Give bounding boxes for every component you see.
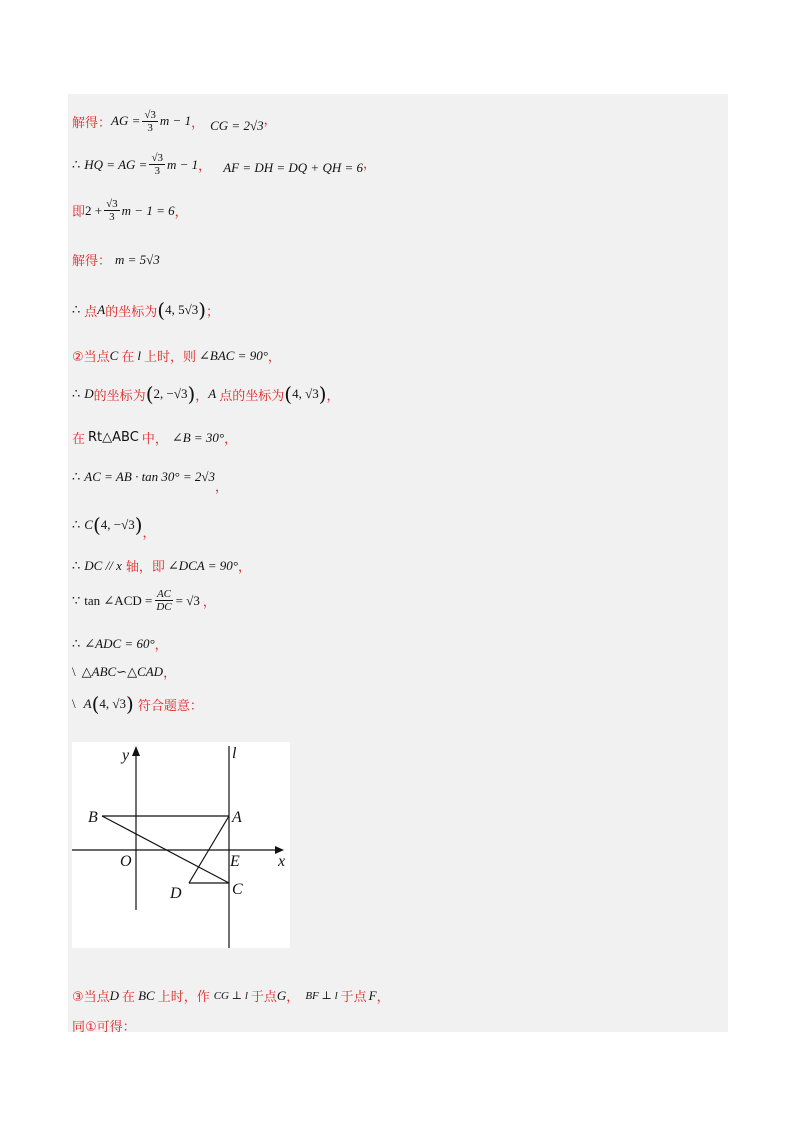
label-a: A <box>232 809 242 826</box>
y-arrow-icon <box>132 746 140 756</box>
angle-bac: ∠BAC = 90° <box>198 347 268 363</box>
similar-triangles: △ABC∽△CAD <box>81 663 164 679</box>
af-expr: AF = DH = DQ + QH = 6 <box>223 159 363 175</box>
bf-perp: BF ⊥ l <box>305 990 338 1002</box>
angle-dca: ∠DCA = 90° <box>167 557 238 573</box>
solution-line-2: ∴ HQ = AG = $\frac{√3}{3}$ m − 1 ， AF = DH = DQ + QH = 6 ， <box>72 152 377 177</box>
label-e: E <box>230 853 240 870</box>
solution-line-5: ∴ 点 A 的坐标为 ( 4, 5√3 ) ； <box>72 298 220 322</box>
a-final-coord: 4, √3 <box>99 696 127 711</box>
case2-line-7: ∵ tan ∠ACD = $\frac{AC}{DC}$ = √3 ， <box>72 588 216 613</box>
case3-line-2: 同①可得： <box>72 1020 136 1035</box>
angle-adc: ∠ADC = 60° <box>84 635 155 651</box>
label-y: y <box>122 747 130 764</box>
a-coord: 4, 5√3 <box>165 302 199 317</box>
case3-line-1: ③当点 D 在 BC 上时，作 CG ⊥ l 于点 G ， BF ⊥ l 于点 F ， <box>72 987 390 1005</box>
angle-b: ∠B = 30° <box>171 429 225 445</box>
sqrt3-over-3: $\frac{√3}{3}$ <box>144 108 156 134</box>
geometry-figure <box>72 742 290 948</box>
label-c: C <box>232 881 243 898</box>
case2-line-3: 在 Rt△ABC 中， ∠B = 30° ， <box>72 429 238 447</box>
d-coord: 2, −√3 <box>153 386 188 401</box>
rt-triangle: Rt△ABC <box>88 430 139 445</box>
sqrt3-over-3: $\frac{√3}{3}$ <box>106 198 118 223</box>
c-coord: 4, −√3 <box>100 516 135 532</box>
m-value: m = 5√3 <box>115 251 160 267</box>
m-minus-1: m − 1 <box>159 113 192 128</box>
solution-line-3: 即 2 + $\frac{√3}{3}$ m − 1 = 6 ， <box>72 198 188 223</box>
hq-expr: HQ = AG = <box>84 156 148 172</box>
case2-line-5: ∴ C ( 4, −√3 ) ， <box>72 512 156 541</box>
case2-line-4: ∴ AC = AB · tan 30° = 2√3 ， <box>72 468 229 495</box>
jiede-label: 解得： <box>72 115 112 131</box>
a-coord-2: 4, √3 <box>292 386 319 401</box>
sqrt3-over-3: $\frac{√3}{3}$ <box>151 152 163 177</box>
solution-line-4: 解得： m = 5√3 <box>72 251 160 269</box>
cg-expr: CG = 2√3 <box>210 118 264 133</box>
label-l: l <box>232 745 237 762</box>
ac-expr: AC = AB · tan 30° = 2√3 <box>84 468 216 484</box>
ac-over-dc: $\frac{AC}{DC}$ <box>156 588 172 613</box>
case2-line-8: ∴ ∠ADC = 60° ， <box>72 635 168 653</box>
case2-line-6: ∴ DC // x 轴，即 ∠DCA = 90° ， <box>72 557 252 575</box>
ag-expr: AG = <box>111 113 141 128</box>
case2-line-10: \ A ( 4, √3 ) 符合题意： <box>72 692 203 716</box>
case2-line-9: \ △ABC∽△CAD ， <box>72 663 177 681</box>
label-o: O <box>120 853 132 870</box>
cg-perp: CG ⊥ l <box>213 990 248 1002</box>
case2-line-1: ②当点 C 在 l 上时，则 ∠BAC = 90° ， <box>72 347 281 365</box>
case2-line-2: ∴ D 的坐标为 ( 2, −√3 ) ， A 点的坐标为 ( 4, √3 ) ， <box>72 382 340 406</box>
solution-line-1: 解得： AG = $\frac{√3}{3}$ m − 1 ， CG = 2√3 ， <box>72 108 277 134</box>
dc-parallel: DC // x <box>84 557 122 573</box>
label-x: x <box>278 853 286 870</box>
label-b: B <box>88 809 98 826</box>
label-d: D <box>170 885 182 902</box>
